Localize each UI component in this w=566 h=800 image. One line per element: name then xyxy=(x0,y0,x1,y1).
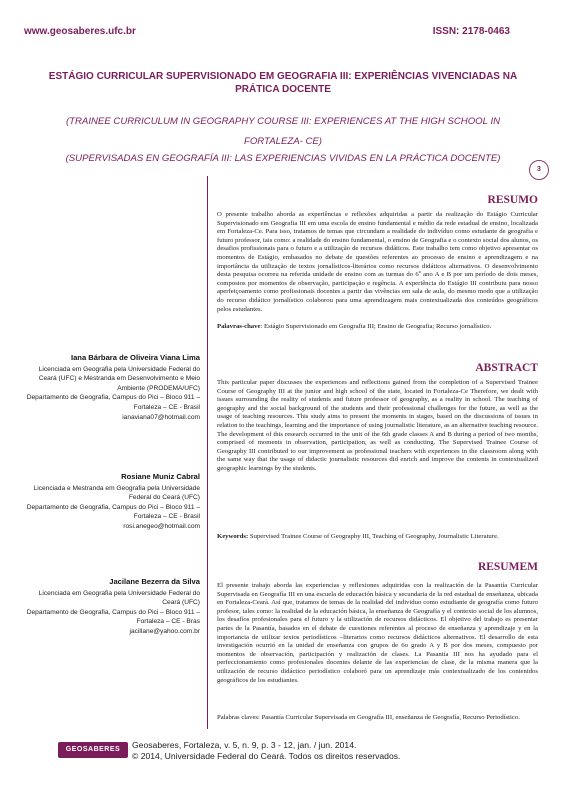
author-block-3 xyxy=(20,577,200,637)
resumen-text: El presente trabajo aborda las experiencias y reflexiones adquiridas con la realización de la Pasantía Curricular Supervisada en Geografía III en una escuela de educación básica y secundaria de la red estadual de enseñanza, ubicada en Fortaleza-Ceará. Así que, tratamos de temas de la realidad del individuo como estudiante de geografía como futuro profesor, tales como: la realidad de la educación básica, la enseñanza de Geografía y el contexto social de los alumnos, los desafíos profesionales para el futuro y la utilización de recursos didácticos. El objetivo del trabajo es presentar partes de la Pasantía, basados en el debate de cuestiones referentes al proceso de enseñanza y aprendizaje y en la importancia de utilizar textos periodísticos –literarios como recursos didácticos alternativos. El desarrollo de esta investigación ocurrió en la unidad de enseñanza con grupos de 6o grado A y B por dos meses, compuesto por momentos de observación, participación y realización de clases. La Pasantía III nos ha ayudado para el perfeccionamiento como profesionales docentes delante de las experiencias de clase, de la misma manera que la utilización de recurso didáctico periodístico colaboró para un aprendizaje más contextualizado de los contenidos geográficos de los estudiantes. xyxy=(217,582,538,684)
title-portuguese: ESTÁGIO CURRICULAR SUPERVISIONADO EM GEOGRAFIA III: EXPERIÊNCIAS VIVENCIADAS NA PRÁTICA DOCENTE xyxy=(48,71,518,95)
resumo-heading: RESUMO xyxy=(487,194,538,206)
author-name: Rosiane Muniz Cabral xyxy=(121,472,200,481)
author-email[interactable]: jacillane@yahoo.com.br xyxy=(129,627,200,635)
issn-label: ISSN: 2178-0463 xyxy=(432,26,510,37)
abstract-text: This particular paper discusses the experiences and reflections gained from the completion of a Supervised Trainee Course of Geography III at the junior and high school of the state, located in Fortaleza-Ce Therefore, we dealt with issues surrounding the reality of students and future professor of geography, as a reality in school. The teaching of geography and the social background of the students and their professional challenges for the future, as well as the usage of teaching resources. This study aims to present the moments in stages, based on the discussions of issues in relation to the teachings, learning and the importance of using journalistic literature, as an alternative teaching resource. The development of this research occurred in the unit of the 6th grade classes A and B during a period of two months, comprised of moments in observation, participation, as well as conducting. The Supervised Trainee Course of Geography III contributed to our improvement as professional teachers with experiences in the classroom along with the same way that the usage of didactic journalistic resources did enrich and improve the contents in contextualized geographic learnings by the students. xyxy=(217,379,538,472)
author-name: Iana Bárbara de Oliveira Viana Lima xyxy=(70,353,200,362)
keywords-value: Supervised Trainee Course of Geography III, Teaching of Geography, Journalistic Literature. xyxy=(248,533,499,540)
page-number-badge: 3 xyxy=(529,160,549,180)
keywords-label: Palavras-chave xyxy=(217,323,261,330)
journal-site-link[interactable]: www.geosaberes.ufc.br xyxy=(24,26,136,37)
author-block-2 xyxy=(20,472,200,532)
footer xyxy=(58,740,400,762)
keywords-value: : Estágio Supervisionado em Geografia III; Ensino de Geografia; Recurso jornalístico. xyxy=(260,323,492,330)
author-block-1 xyxy=(20,353,200,422)
resumo-text: O presente trabalho aborda as experiências e reflexões adquiridas a partir da realização do Estágio Curricular Supervisionado em Geografia III em uma escola de ensino fundamental e médio da rede estadual de ensino, localizada em Fortaleza-Ce. Para isso, tratamos de temas que circundam a realidade do indivíduo como estudante de geografia e futuro professor, tais como: a realidade do ensino fundamental, o ensino de Geografia e o contexto social dos alunos, os desafios profissionais para o futuro e a utilização de recursos didáticos. Este trabalho tem como objetivo apresentar os momentos de Estágio, embasados no debate de questões referentes ao processo de ensino e aprendizagem e na importância da utilização de textos jornalísticos-literários como recursos didáticos alternativos. O desenvolvimento desta pesquisa ocorreu na referida unidade de ensino com as turmas do 6º ano A e B por um período de dois meses, compostos por momentos de observação, participação e regência. A experiência do Estágio III contribuiu para nosso aperfeiçoamento como profissionais docentes a partir das vivências em sala de aula, do mesmo modo que a utilização do recurso didático jornalístico colaborou para uma aprendizagem mais contextualizada dos conteúdos geográficos pelos estudantes. xyxy=(217,211,538,313)
title-spanish: (SUPERVISADAS EN GEOGRAFÍA III: LAS EXPERIENCIAS VIVIDAS EN LA PRÁCTICA DOCENTE) xyxy=(65,153,501,164)
footer-text xyxy=(132,740,400,762)
author-email[interactable]: rosi.anegeo@hotmail.com xyxy=(123,522,200,530)
keywords-label: Keywords: xyxy=(217,533,249,540)
author-affiliation: Licenciada em Geografia pela Universidade Federal do Ceará (UFC) xyxy=(38,589,200,607)
geosaberes-logo: GEOSABERES xyxy=(58,742,128,758)
author-address: Departamento de Geografia, Campus do Pici – Bloco 911 – Fortaleza – CE - Brasil xyxy=(26,503,200,521)
citation-line: Geosaberes, Fortaleza, v. 5, n. 9, p. 3 - 12, jan. / jun. 2014. xyxy=(132,740,357,750)
author-email[interactable]: ianaviana07@hotmail.com xyxy=(122,413,200,421)
resumo-keywords xyxy=(217,323,538,332)
copyright-line: © 2014, Universidade Federal do Ceará. Todos os direitos reservados. xyxy=(132,751,401,761)
author-affiliation: Licenciada em Geografia pela Universidade Federal do Ceará (UFC) e Mestranda em Desenvolvimento e Meio Ambiente (PRODEMA/UFC) xyxy=(38,365,200,392)
author-name: Jacilane Bezerra da Silva xyxy=(109,577,200,586)
abstract-keywords xyxy=(217,533,538,542)
author-address: Departamento de Geografia, Campus do Pici – Bloco 911 – Fortaleza – CE - Brasil xyxy=(26,394,200,411)
resumen-keywords: Palabras claves: Pasantía Curricular Supervisada en Geografía III, enseñanza de Geografía, Recurso Periodístico. xyxy=(217,714,520,721)
resumen-heading: RESUMEM xyxy=(477,561,538,573)
author-affiliation: Licenciada e Mestranda em Geografia pela Universidade Federal do Ceará (UFC) xyxy=(33,484,200,502)
author-address: Departamento de Geografia, Campus do Pici – Bloco 911 – Fortaleza – CE - Bras xyxy=(26,608,200,626)
column-divider xyxy=(207,176,208,729)
abstract-heading: ABSTRACT xyxy=(475,362,538,374)
title-english: (TRAINEE CURRICULUM IN GEOGRAPHY COURSE III: EXPERIENCES AT THE HIGH SCHOOL IN FORTALEZA- CE) xyxy=(65,116,501,147)
